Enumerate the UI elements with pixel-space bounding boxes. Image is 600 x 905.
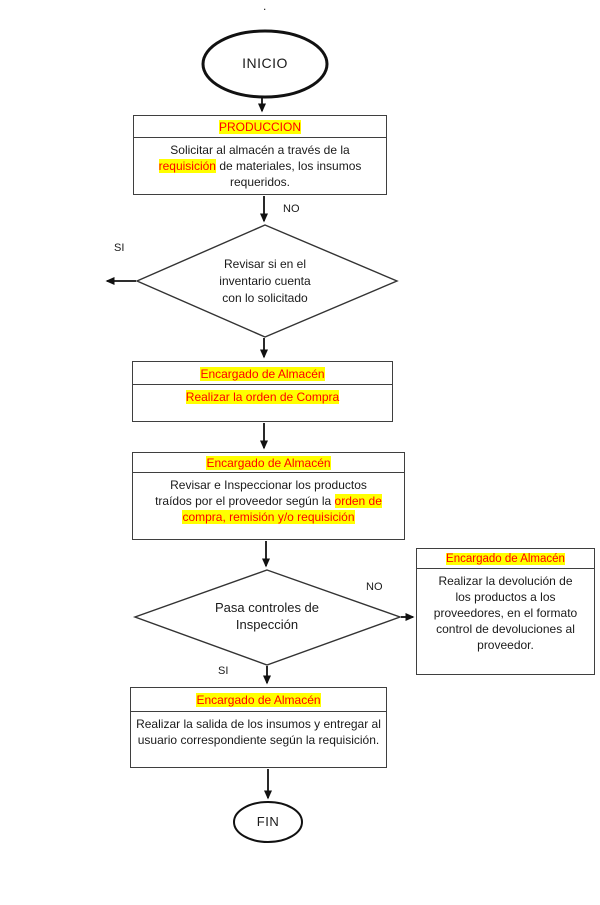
salida-box — [130, 687, 387, 768]
orden-compra-box-body: Realizar la orden de Compra — [185, 390, 340, 404]
decision2-si-label: SI — [218, 665, 229, 677]
decision2-no-label: NO — [366, 581, 383, 593]
decision1-si-label: SI — [114, 242, 125, 254]
devolucion-box — [416, 548, 595, 675]
produccion-box-body: Solicitar al almacén a través de la requisición de materiales, los insumos requeridos. — [158, 143, 362, 189]
decision-controles-text: Pasa controles de Inspección — [214, 600, 320, 632]
salida-box-body: Realizar la salida de los insumos y entregar al usuario correspondiente según la requisición. — [136, 717, 381, 747]
inspeccion-box-body: Revisar e Inspeccionar los productos traídos por el proveedor según la orden de compra, remisión y/o requisición — [155, 478, 382, 524]
decision1-no-label: NO — [283, 203, 300, 215]
decision-inventario-text: Revisar si en el inventario cuenta con lo solicitado — [219, 257, 311, 305]
stray-period-mark: . — [263, 0, 267, 13]
produccion-box — [133, 115, 387, 195]
devolucion-box-header: Encargado de Almacén — [417, 549, 594, 569]
orden-compra-box — [132, 361, 393, 422]
orden-compra-box-header: Encargado de Almacén — [133, 362, 392, 385]
produccion-box-header: PRODUCCION — [134, 116, 386, 138]
inspeccion-box — [132, 452, 405, 540]
end-terminator-label: FIN — [256, 814, 280, 829]
salida-box-header: Encargado de Almacén — [131, 688, 386, 712]
devolucion-box-body: Realizar la devolución de los productos a los proveedores, en el formato control de devoluciones al proveedor. — [433, 574, 578, 652]
start-terminator-label: INICIO — [242, 55, 288, 71]
inspeccion-box-header: Encargado de Almacén — [133, 453, 404, 473]
